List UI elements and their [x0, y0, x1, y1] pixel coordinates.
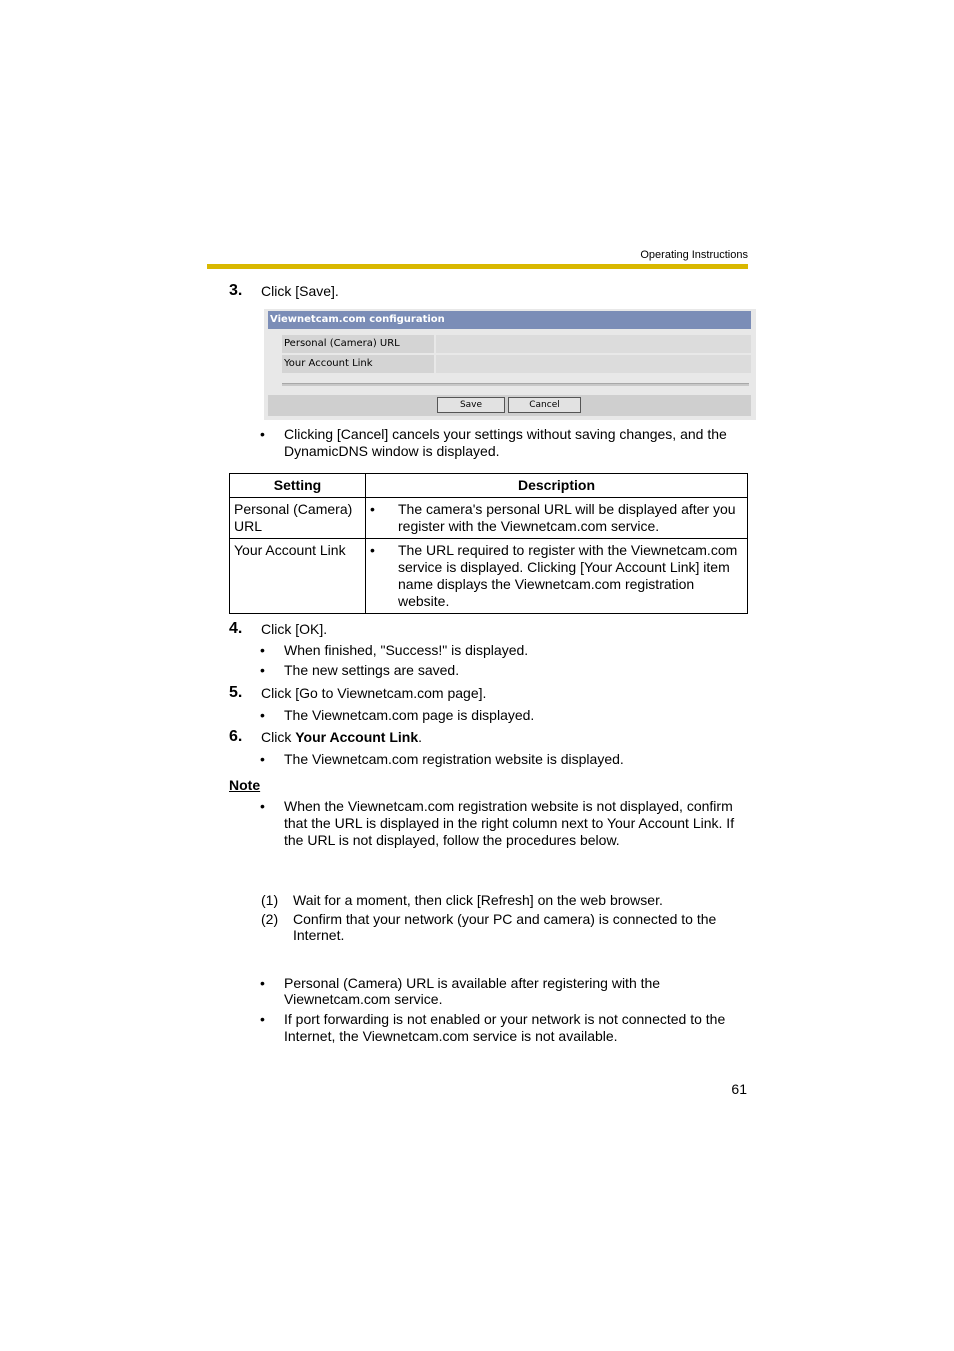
step-5-number: 5. [229, 684, 243, 701]
procedure-line: Wait for a moment, then click [Refresh] on the web browser. [293, 892, 663, 908]
bullet-symbol: • [370, 501, 375, 517]
setting-line: Personal (Camera) [234, 501, 353, 517]
bullet-symbol: • [260, 798, 265, 814]
step-6-text-prefix: Click [261, 729, 296, 745]
bullet-symbol: • [260, 642, 265, 658]
config-title: Viewnetcam.com configuration [268, 311, 751, 329]
settings-table [229, 473, 748, 614]
step-3-number: 3. [229, 282, 243, 299]
setting-line: Your Account Link [234, 542, 346, 558]
header-rule [207, 264, 748, 269]
cancel-button[interactable]: Cancel [508, 397, 581, 413]
step-6-text [261, 729, 422, 746]
note-intro-line: When the Viewnetcam.com registration website is not displayed, confirm [284, 798, 733, 814]
bullet-symbol: • [370, 542, 375, 558]
note-bullet-line: Internet, the Viewnetcam.com service is not available. [284, 1028, 618, 1044]
note-bullet-line: Viewnetcam.com service. [284, 991, 443, 1007]
step-4-bullet-1: When finished, "Success!" is displayed. [284, 642, 529, 658]
step-4-bullet-2: The new settings are saved. [284, 662, 460, 678]
table-header-description: Description [366, 474, 748, 498]
table-cell-setting [230, 498, 366, 539]
note-intro-line: the URL is not displayed, follow the procedures below. [284, 832, 620, 848]
step-4-text: Click [OK]. [261, 621, 328, 637]
description-line: name displays the Viewnetcam.com registration [398, 576, 695, 592]
description-line: The URL required to register with the Viewnetcam.com [398, 542, 738, 558]
procedure-line: Internet. [293, 927, 345, 943]
step-6-number: 6. [229, 728, 243, 745]
note-intro-line: that the URL is displayed in the right column next to Your Account Link. If [284, 815, 735, 831]
table-cell-setting [230, 539, 366, 614]
step-5-bullet-1: The Viewnetcam.com page is displayed. [284, 707, 535, 723]
description-line: register with the Viewnetcam.com service. [398, 518, 660, 534]
bullet-symbol: • [260, 426, 265, 442]
procedure-number: (2) [261, 911, 279, 927]
description-line: website. [398, 593, 450, 609]
setting-line: URL [234, 518, 263, 534]
table-header-row [230, 474, 748, 498]
bullet-symbol: • [260, 1011, 265, 1027]
config-divider [282, 383, 749, 386]
bullet-symbol: • [260, 975, 265, 991]
table-cell-description [366, 498, 748, 539]
procedure-number: (1) [261, 892, 279, 908]
table-cell-description [366, 539, 748, 614]
table-header-setting: Setting [230, 474, 366, 498]
table-row [230, 539, 748, 614]
procedure-line: Confirm that your network (your PC and camera) is connected to the [293, 911, 717, 927]
header-label: Operating Instructions [640, 249, 748, 261]
description-line: service is displayed. Clicking [Your Account Link] item [398, 559, 730, 575]
cancel-note-line-2: DynamicDNS window is displayed. [284, 443, 500, 459]
note-bullet-line: If port forwarding is not enabled or your network is not connected to the [284, 1011, 726, 1027]
bullet-symbol: • [260, 751, 265, 767]
step-6-text-suffix: . [418, 729, 423, 745]
step-4-number: 4. [229, 620, 243, 637]
description-line: The camera's personal URL will be displayed after you [398, 501, 736, 517]
config-value-account-link[interactable] [436, 355, 751, 373]
save-button[interactable]: Save [437, 397, 505, 413]
config-label-account-link: Your Account Link [282, 355, 434, 373]
config-label-personal-url: Personal (Camera) URL [282, 335, 434, 353]
note-bullet-line: Personal (Camera) URL is available after registering with the [284, 975, 661, 991]
bullet-symbol: • [260, 662, 265, 678]
step-6-text-bold: Your Account Link [295, 729, 419, 745]
step-3-text: Click [Save]. [261, 283, 339, 299]
note-title: Note [229, 777, 261, 793]
config-value-personal-url [436, 335, 751, 353]
page-number: 61 [731, 1081, 747, 1097]
table-row [230, 498, 748, 539]
step-6-bullet-1: The Viewnetcam.com registration website is displayed. [284, 751, 624, 767]
step-5-text: Click [Go to Viewnetcam.com page]. [261, 685, 487, 701]
bullet-symbol: • [260, 707, 265, 723]
cancel-note-line-1: Clicking [Cancel] cancels your settings without saving changes, and the [284, 426, 727, 442]
